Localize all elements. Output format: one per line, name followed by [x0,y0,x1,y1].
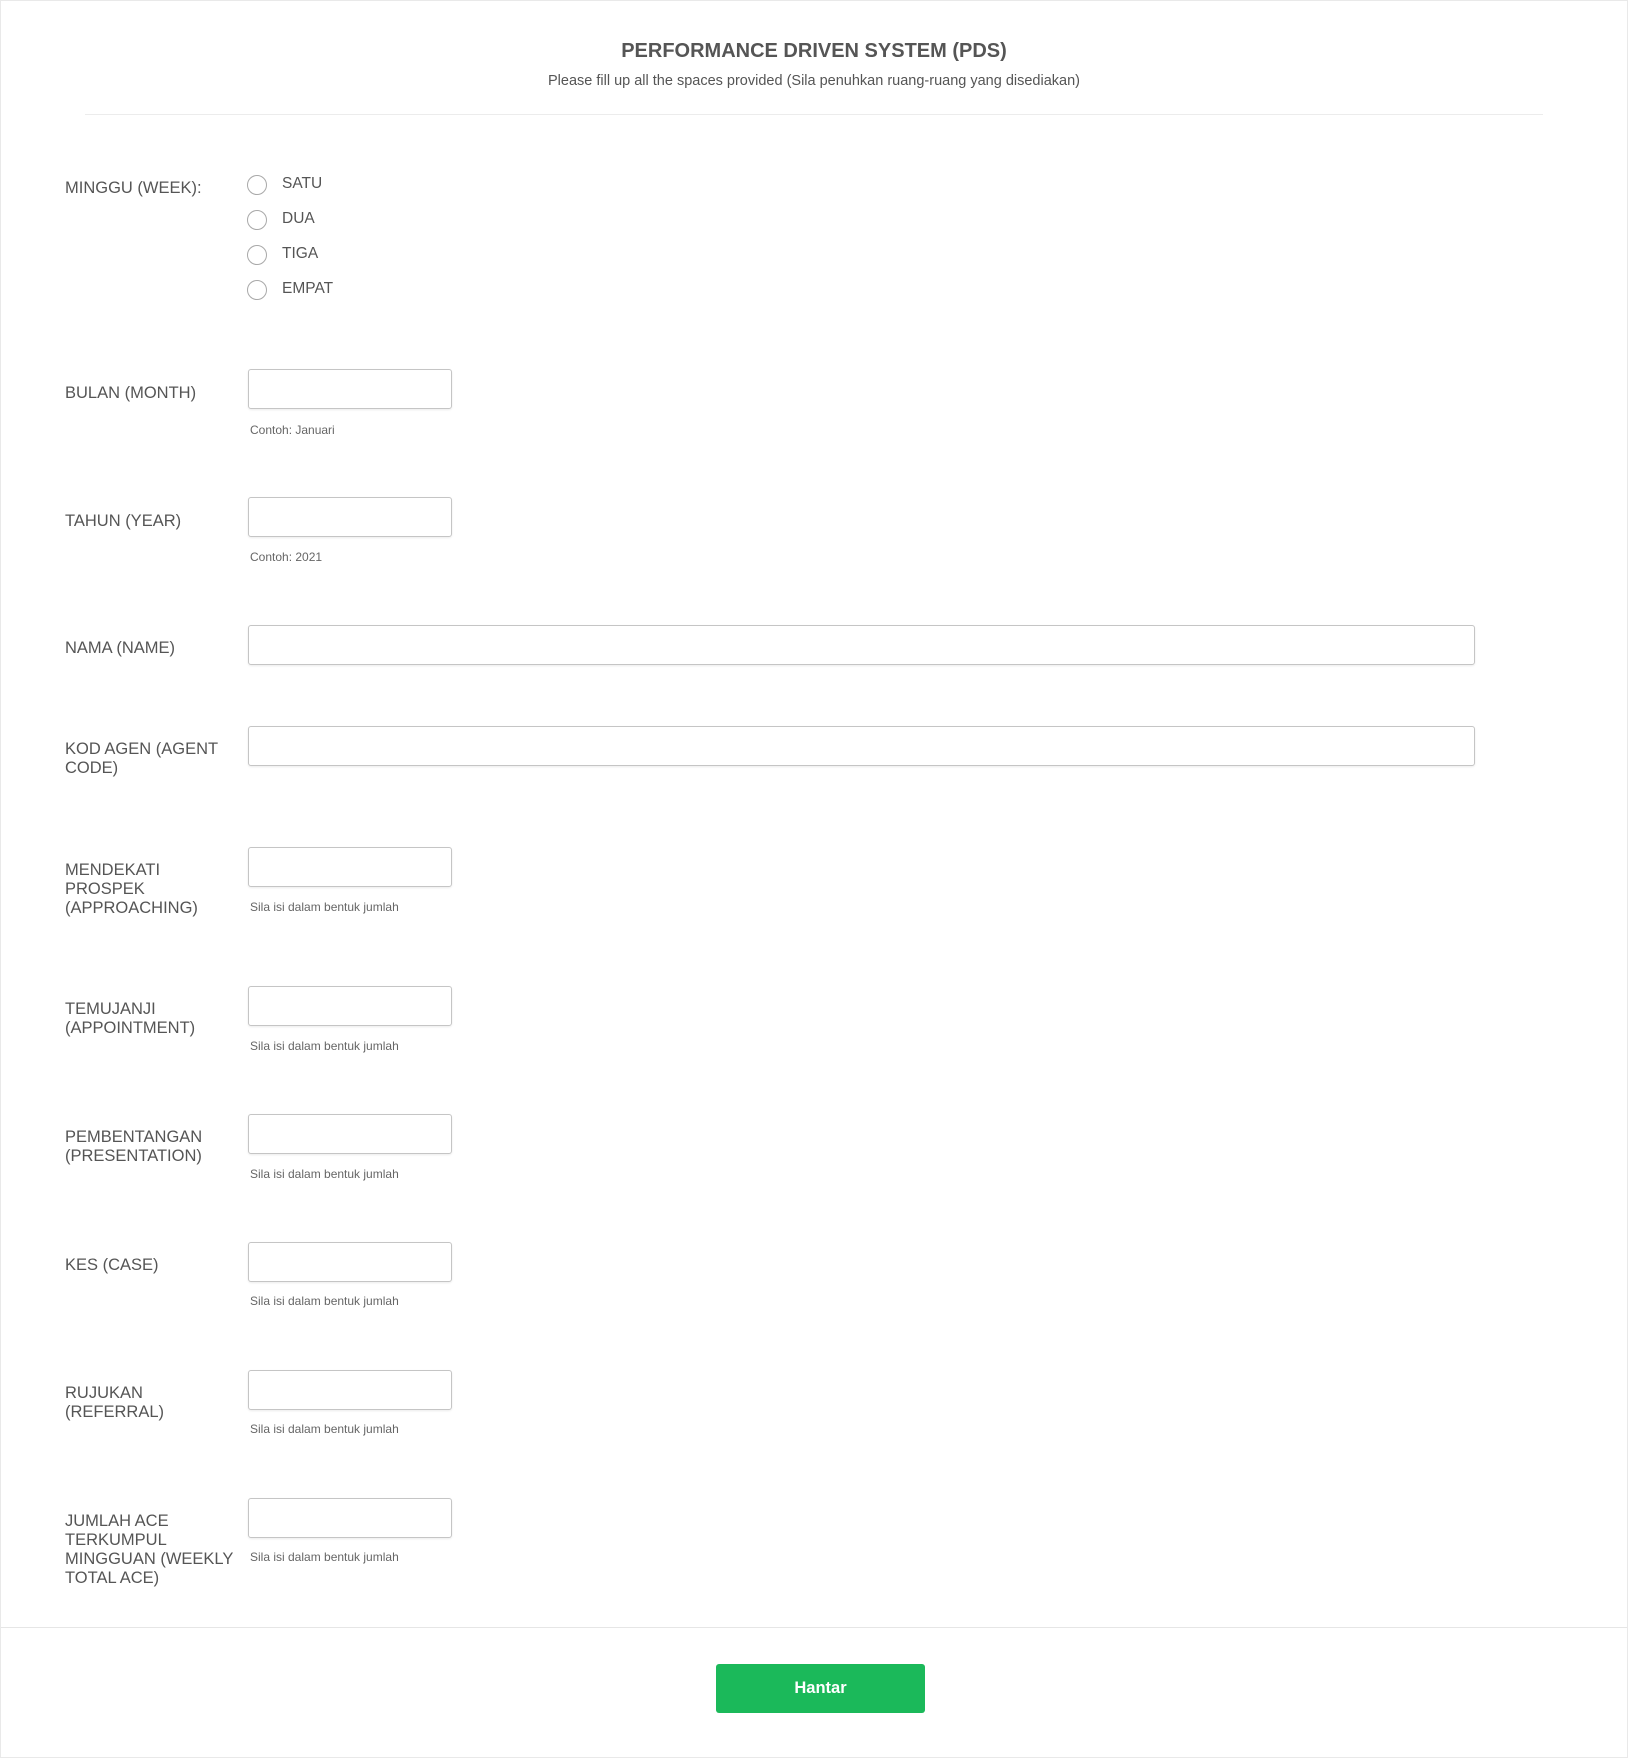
case-hint: Sila isi dalam bentuk jumlah [250,1294,399,1308]
radio-button[interactable] [247,280,267,300]
radio-label: DUA [282,210,315,227]
agent-code-input[interactable] [248,726,1475,766]
presentation-hint: Sila isi dalam bentuk jumlah [250,1167,399,1181]
referral-hint: Sila isi dalam bentuk jumlah [250,1422,399,1436]
submit-button[interactable]: Hantar [716,1664,925,1713]
year-label: TAHUN (YEAR) [65,512,182,530]
approaching-label: MENDEKATI PROSPEK (APPROACHING) [65,861,198,917]
header-divider [85,114,1543,115]
month-hint: Contoh: Januari [250,423,335,437]
radio-button[interactable] [247,245,267,265]
appointment-hint: Sila isi dalam bentuk jumlah [250,1039,399,1053]
radio-button[interactable] [247,210,267,230]
radio-button[interactable] [247,175,267,195]
case-input[interactable] [248,1242,452,1282]
name-input[interactable] [248,625,1475,665]
radio-label: SATU [282,175,323,192]
year-hint: Contoh: 2021 [250,550,323,564]
form-header [85,38,1543,90]
weekly-total-ace-hint: Sila isi dalam bentuk jumlah [250,1550,399,1564]
appointment-label: TEMUJANJI (APPOINTMENT) [65,1000,196,1037]
appointment-input[interactable] [248,986,452,1026]
name-label: NAMA (NAME) [65,639,176,657]
form-title: PERFORMANCE DRIVEN SYSTEM (PDS) [621,40,1007,62]
approaching-input[interactable] [248,847,452,887]
radio-label: EMPAT [282,280,334,297]
month-input[interactable] [248,369,452,409]
form-subtitle: Please fill up all the spaces provided (Sila penuhkan ruang-ruang yang disediakan) [547,73,1080,89]
agent-code-label: KOD AGEN (AGENT CODE) [65,740,218,777]
approaching-hint: Sila isi dalam bentuk jumlah [250,900,399,914]
weekly-total-ace-label: JUMLAH ACE TERKUMPUL MINGGUAN (WEEKLY TOTAL ACE) [65,1512,234,1587]
case-label: KES (CASE) [65,1256,159,1274]
radio-label: TIGA [282,245,319,262]
presentation-input[interactable] [248,1114,452,1154]
month-label: BULAN (MONTH) [65,384,197,402]
week-label: MINGGU (WEEK): [65,179,202,197]
footer-divider [1,1627,1627,1628]
referral-label: RUJUKAN (REFERRAL) [65,1384,165,1421]
presentation-label: PEMBENTANGAN (PRESENTATION) [65,1128,203,1165]
referral-input[interactable] [248,1370,452,1410]
year-input[interactable] [248,497,452,537]
weekly-total-ace-input[interactable] [248,1498,452,1538]
